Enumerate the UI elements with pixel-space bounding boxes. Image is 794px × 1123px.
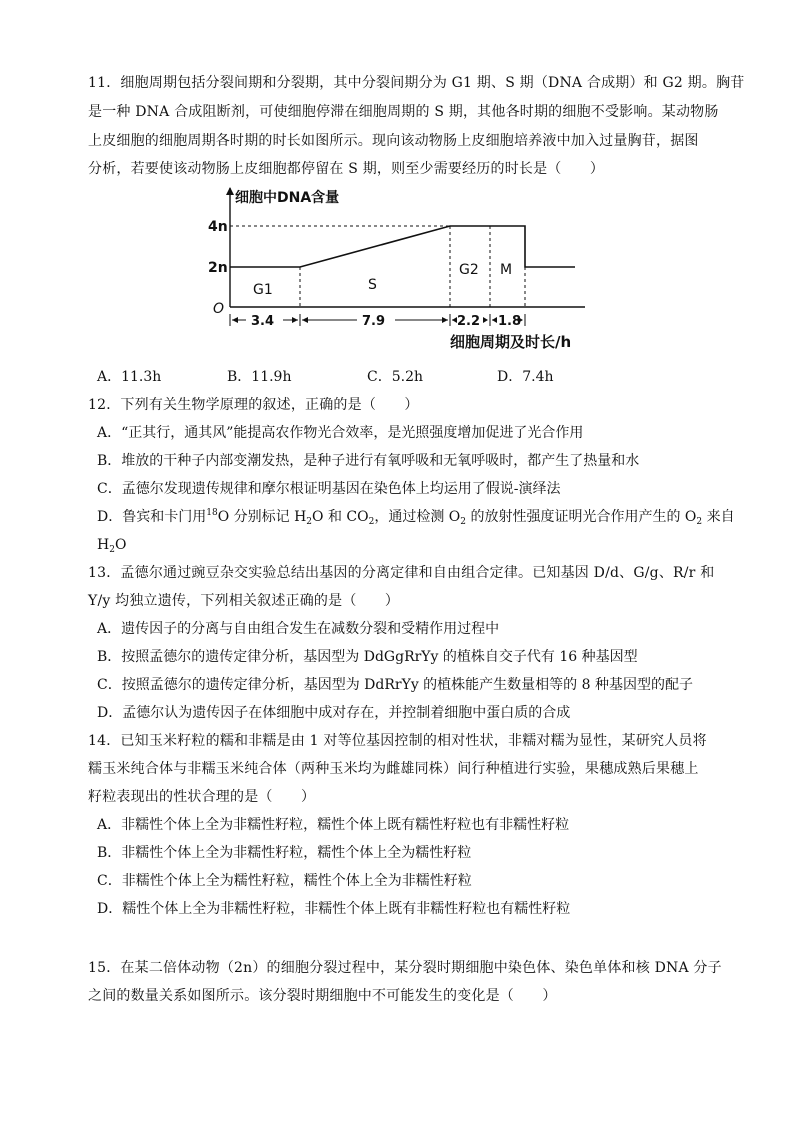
duration-s: 7.9 <box>362 314 386 329</box>
y-axis-label: 细胞中DNA含量 <box>235 190 340 206</box>
q14-option-b[interactable]: B．非糯性个体上全为非糯性籽粒，糯性个体上全为糯性籽粒 <box>97 845 472 861</box>
q12-option-d[interactable]: D．鲁宾和卡门用$^{18}$O 分别标记 $H_2O$ 和 $CO_2$，通过检测 $O_2$ 的放射性强度证明光合作用产生的 $O_2$ 来自 <box>97 508 735 527</box>
phase-boundaries <box>300 226 525 307</box>
cell-cycle-dna-chart <box>205 185 605 355</box>
duration-g1: 3.4 <box>251 314 275 329</box>
q14-option-c[interactable]: C．非糯性个体上全为糯性籽粒，糯性个体上全为非糯性籽粒 <box>97 873 472 889</box>
phase-label-m: M <box>500 262 513 278</box>
q12-option-a[interactable]: A．“正其行，通其风”能提高农作物光合效率，是光照强度增加促进了光合作用 <box>97 425 584 441</box>
phase-label-g1: G1 <box>253 282 273 298</box>
q13-stem-line-1: 13．孟德尔通过豌豆杂交实验总结出基因的分离定律和自由组合定律。已知基因 D/d、G/g、R/r 和 <box>88 565 715 581</box>
q12-stem: 12．下列有关生物学原理的叙述，正确的是（ ） <box>88 397 419 413</box>
q14-stem-line-1: 14．已知玉米籽粒的糯和非糯是由 1 对等位基因控制的相对性状，非糯对糯为显性，某研究人员将 <box>88 733 707 749</box>
y-axis-arrow-icon <box>226 187 234 195</box>
q12-option-b[interactable]: B．堆放的干种子内部变潮发热，是种子进行有氧呼吸和无氧呼吸时，都产生了热量和水 <box>97 453 640 469</box>
y-tick-4n: 4n <box>208 219 228 235</box>
q14-stem-line-3: 籽粒表现出的性状合理的是（ ） <box>88 789 316 805</box>
q13-stem-line-2: Y/y 均独立遗传，下列相关叙述正确的是（ ） <box>88 593 400 609</box>
duration-m: 1.8 <box>498 314 522 329</box>
q15-stem-line-2: 之间的数量关系如图所示。该分裂时期细胞中不可能发生的变化是（ ） <box>88 988 557 1004</box>
x-axis-label: 细胞周期及时长/h <box>450 333 572 351</box>
q13-option-c[interactable]: C．按照孟德尔的遗传定律分析，基因型为 DdRrYy 的植株能产生数量相等的 8 种基因型的配子 <box>97 677 693 693</box>
q13-option-a[interactable]: A．遗传因子的分离与自由组合发生在减数分裂和受精作用过程中 <box>97 621 500 637</box>
dna-content-line <box>230 226 575 267</box>
q11-option-b[interactable]: B．11.9h <box>227 369 292 385</box>
q11-stem-line-1: 11．细胞周期包括分裂间期和分裂期，其中分裂间期分为 G1 期、S 期（DNA 合成期）和 G2 期。胸苷 <box>88 75 745 91</box>
q14-option-d[interactable]: D．糯性个体上全为非糯性籽粒，非糯性个体上既有非糯性籽粒也有糯性籽粒 <box>97 901 571 917</box>
q15-stem-line-1: 15．在某二倍体动物（2n）的细胞分裂过程中，某分裂时期细胞中染色体、染色单体和核 DNA 分子 <box>88 960 722 976</box>
q14-option-a[interactable]: A．非糯性个体上全为非糯性籽粒，糯性个体上既有糯性籽粒也有非糯性籽粒 <box>97 817 570 833</box>
q12-option-c[interactable]: C．孟德尔发现遗传规律和摩尔根证明基因在染色体上均运用了假说-演绎法 <box>97 481 561 497</box>
q14-stem-line-2: 糯玉米纯合体与非糯玉米纯合体（两种玉米均为雌雄同株）间行种植进行实验，果穗成熟后果穗上 <box>88 761 699 777</box>
duration-g2: 2.2 <box>457 314 481 329</box>
q11-option-d[interactable]: D．7.4h <box>497 369 554 385</box>
y-tick-origin: O <box>213 301 225 317</box>
q11-stem-line-3: 上皮细胞的细胞周期各时期的时长如图所示。现向该动物肠上皮细胞培养液中加入过量胸苷，据图 <box>88 133 699 149</box>
q11-stem-line-4: 分析，若要使该动物肠上皮细胞都停留在 S 期，则至少需要经历的时长是（ ） <box>88 161 605 177</box>
y-tick-2n: 2n <box>208 260 228 276</box>
q13-option-b[interactable]: B．按照孟德尔的遗传定律分析，基因型为 DdGgRrYy 的植株自交子代有 16 种基因型 <box>97 649 638 665</box>
q11-option-a[interactable]: A．11.3h <box>97 369 162 385</box>
q12-option-d-continued: $H_2O$ <box>97 537 127 555</box>
phase-label-s: S <box>368 277 377 293</box>
q11-stem-line-2: 是一种 DNA 合成阻断剂，可使细胞停滞在细胞周期的 S 期，其他各时期的细胞不受影响。某动物肠 <box>88 104 719 120</box>
phase-label-g2: G2 <box>459 262 479 278</box>
q13-option-d[interactable]: D．孟德尔认为遗传因子在体细胞中成对存在，并控制着细胞中蛋白质的合成 <box>97 705 571 721</box>
q11-option-c[interactable]: C．5.2h <box>367 369 423 385</box>
